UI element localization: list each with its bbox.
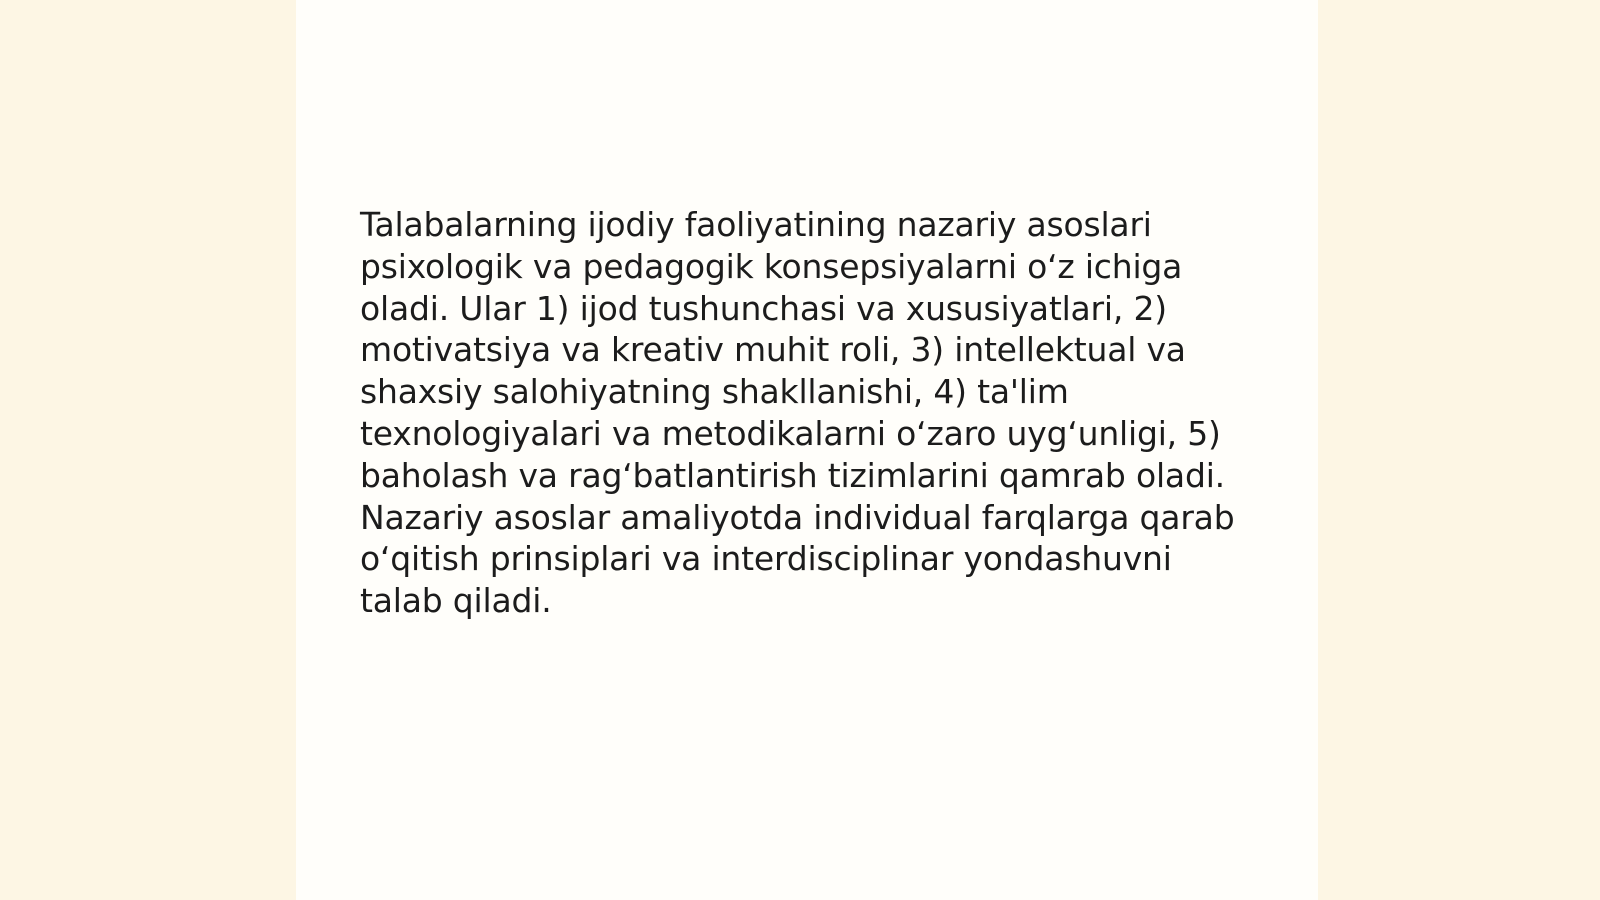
text-line: Talabalarning ijodiy faoliyatining nazariy asoslari [360,205,1152,244]
text-line: baholash va rag‘batlantirish tizimlarini qamrab oladi. [360,455,1225,495]
text-line: psixologik va pedagogik konsepsiyalarni o‘z ichiga [360,246,1183,286]
text-line: talab qiladi. [360,581,552,621]
text-line: texnologiyalari va metodikalarni o‘zaro uyg‘unligi, 5) [360,413,1221,453]
text-line: motivatsiya va kreativ muhit roli, 3) intellektual va [360,330,1186,370]
text-line: oladi. Ular 1) ijod tushunchasi va xususiyatlari, 2) [360,288,1167,328]
slide-body-text [360,204,1240,622]
text-line: shaxsiy salohiyatning shakllanishi, 4) ta'lim [360,372,1069,412]
slide [296,0,1318,900]
text-line: Nazariy asoslar amaliyotda individual farqlarga qarab [360,497,1235,537]
text-line: o‘qitish prinsiplari va interdisciplinar yondashuvni [360,539,1172,579]
